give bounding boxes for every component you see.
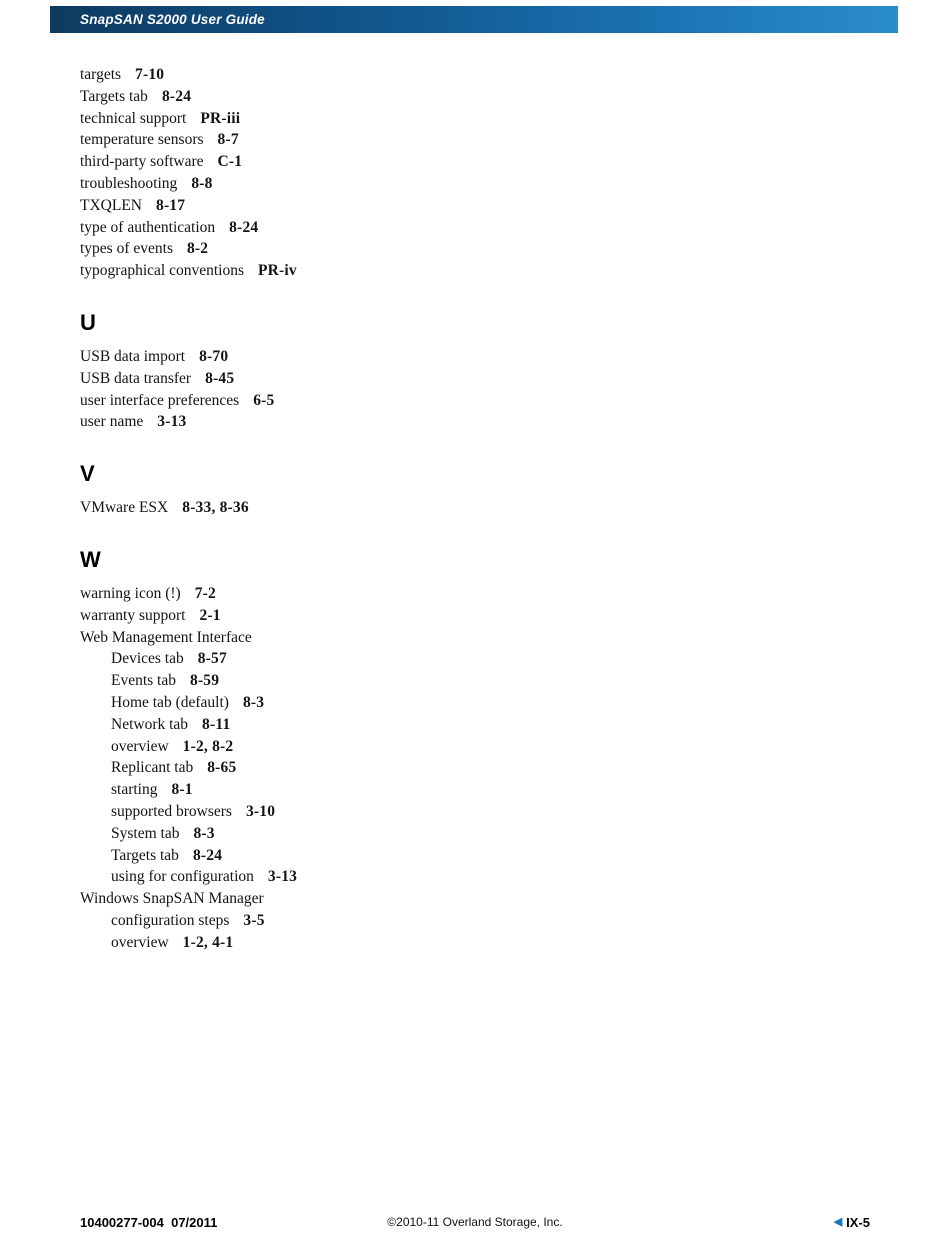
index-entry — [80, 779, 800, 801]
entry-pages: 8-57 — [197, 650, 227, 668]
index-entry — [80, 910, 800, 932]
entry-text: third-party software — [80, 153, 204, 171]
entry-text: supported browsers — [111, 802, 232, 820]
index-entry — [80, 736, 800, 758]
entry-pages: PR-iii — [200, 109, 241, 127]
index-entry — [80, 108, 800, 130]
entry-text: Home tab (default) — [111, 693, 229, 711]
entry-pages: 3-5 — [243, 911, 265, 929]
entry-pages: 8-70 — [199, 347, 229, 365]
index-entry — [80, 823, 800, 845]
index-entry — [80, 411, 800, 433]
entry-text: Windows SnapSAN Manager — [80, 890, 264, 908]
entry-text: temperature sensors — [80, 131, 204, 149]
entry-pages: 3-13 — [267, 868, 298, 886]
index-entry — [80, 260, 800, 282]
entry-text: Replicant tab — [111, 759, 194, 777]
entry-pages: 8-2 — [186, 240, 209, 258]
entry-text: Network tab — [111, 715, 189, 733]
index-entry — [80, 605, 800, 627]
entry-text: user interface preferences — [80, 391, 240, 409]
index-entry — [80, 757, 800, 779]
section-letter: V — [80, 461, 95, 487]
entry-text: technical support — [80, 109, 187, 127]
entry-text: Events tab — [111, 672, 176, 690]
index-entry — [80, 129, 800, 151]
entry-text: using for configuration — [111, 868, 254, 886]
index-entry — [80, 866, 800, 888]
index-entry — [80, 627, 800, 649]
footer-copyright: ©2010-11 Overland Storage, Inc. — [387, 1215, 563, 1229]
section-letter: W — [80, 546, 101, 572]
index-entry — [80, 692, 800, 714]
entry-text: USB data import — [80, 347, 186, 365]
entry-pages: 8-17 — [156, 196, 186, 214]
entry-pages: 8-7 — [217, 131, 239, 149]
entry-pages: 8-24 — [192, 846, 223, 864]
entry-pages: 8-3 — [242, 693, 265, 711]
index-entry — [80, 648, 800, 670]
entry-pages: 6-5 — [253, 391, 275, 409]
index-entry — [80, 390, 800, 412]
entry-text: Web Management Interface — [80, 628, 252, 646]
index-entry — [80, 173, 800, 195]
entry-pages: 8-45 — [205, 369, 235, 387]
entry-pages: PR-iv — [258, 262, 297, 280]
entry-pages: 8-65 — [207, 759, 237, 777]
index-entry — [80, 714, 800, 736]
entry-text: warning icon (!) — [80, 584, 181, 602]
index-entry — [80, 238, 800, 260]
entry-pages: 2-1 — [199, 606, 221, 624]
entry-text: warranty support — [80, 606, 186, 624]
entry-text: configuration steps — [111, 911, 230, 929]
index-entry — [80, 151, 800, 173]
entry-pages: 3-10 — [245, 802, 276, 820]
entry-text: Targets tab — [111, 846, 179, 864]
section-letter: U — [80, 309, 96, 335]
entry-text: USB data transfer — [80, 369, 192, 387]
entry-pages: 8-8 — [191, 174, 213, 192]
entry-text: overview — [111, 933, 169, 951]
entry-pages: 8-1 — [171, 781, 193, 799]
index-entry — [80, 86, 800, 108]
index-entry — [80, 801, 800, 823]
entry-text: targets — [80, 66, 122, 83]
entry-pages: 7-10 — [135, 66, 165, 83]
entry-pages: 8-33, 8-36 — [182, 499, 249, 517]
index-entry — [80, 217, 800, 239]
footer — [80, 1213, 870, 1230]
entry-text: Devices tab — [111, 650, 184, 668]
entry-pages: 8-59 — [190, 672, 220, 690]
index-entry — [80, 932, 800, 954]
entry-text: VMware ESX — [80, 499, 169, 517]
index-list — [80, 64, 800, 954]
footer-page-indicator — [834, 1215, 870, 1230]
entry-pages: 7-2 — [194, 584, 216, 602]
index-entry — [80, 845, 800, 867]
entry-pages: 8-24 — [229, 218, 259, 236]
document-title: SnapSAN S2000 User Guide — [80, 12, 265, 27]
entry-pages: 1-2, 4-1 — [182, 933, 234, 951]
entry-text: type of authentication — [80, 218, 216, 236]
entry-pages: 8-3 — [193, 824, 215, 842]
index-entry — [80, 670, 800, 692]
entry-text: System tab — [111, 824, 180, 842]
index-entry — [80, 346, 800, 368]
entry-pages: 8-11 — [202, 715, 231, 733]
entry-pages: 3-13 — [157, 413, 187, 431]
index-entry — [80, 583, 800, 605]
index-entry — [80, 368, 800, 390]
entry-pages: C-1 — [217, 153, 243, 171]
entry-text: overview — [111, 737, 169, 755]
entry-pages: 1-2, 8-2 — [182, 737, 234, 755]
page-number: IX-5 — [846, 1215, 870, 1230]
entry-text: user name — [80, 413, 144, 431]
entry-pages: 8-24 — [161, 87, 192, 105]
entry-text: troubleshooting — [80, 174, 178, 192]
previous-page-icon[interactable]: ◀ — [833, 1216, 843, 1228]
index-entry — [80, 888, 800, 910]
entry-text: types of events — [80, 240, 173, 258]
index-entry — [80, 195, 800, 217]
entry-text: TXQLEN — [80, 196, 142, 214]
entry-text: typographical conventions — [80, 262, 244, 280]
entry-text: starting — [111, 781, 158, 799]
index-entry — [80, 497, 800, 519]
header-bar — [50, 6, 898, 33]
footer-doc-number: 10400277-004 07/2011 — [80, 1215, 218, 1230]
index-entry — [80, 64, 800, 86]
entry-text: Targets tab — [80, 87, 148, 105]
